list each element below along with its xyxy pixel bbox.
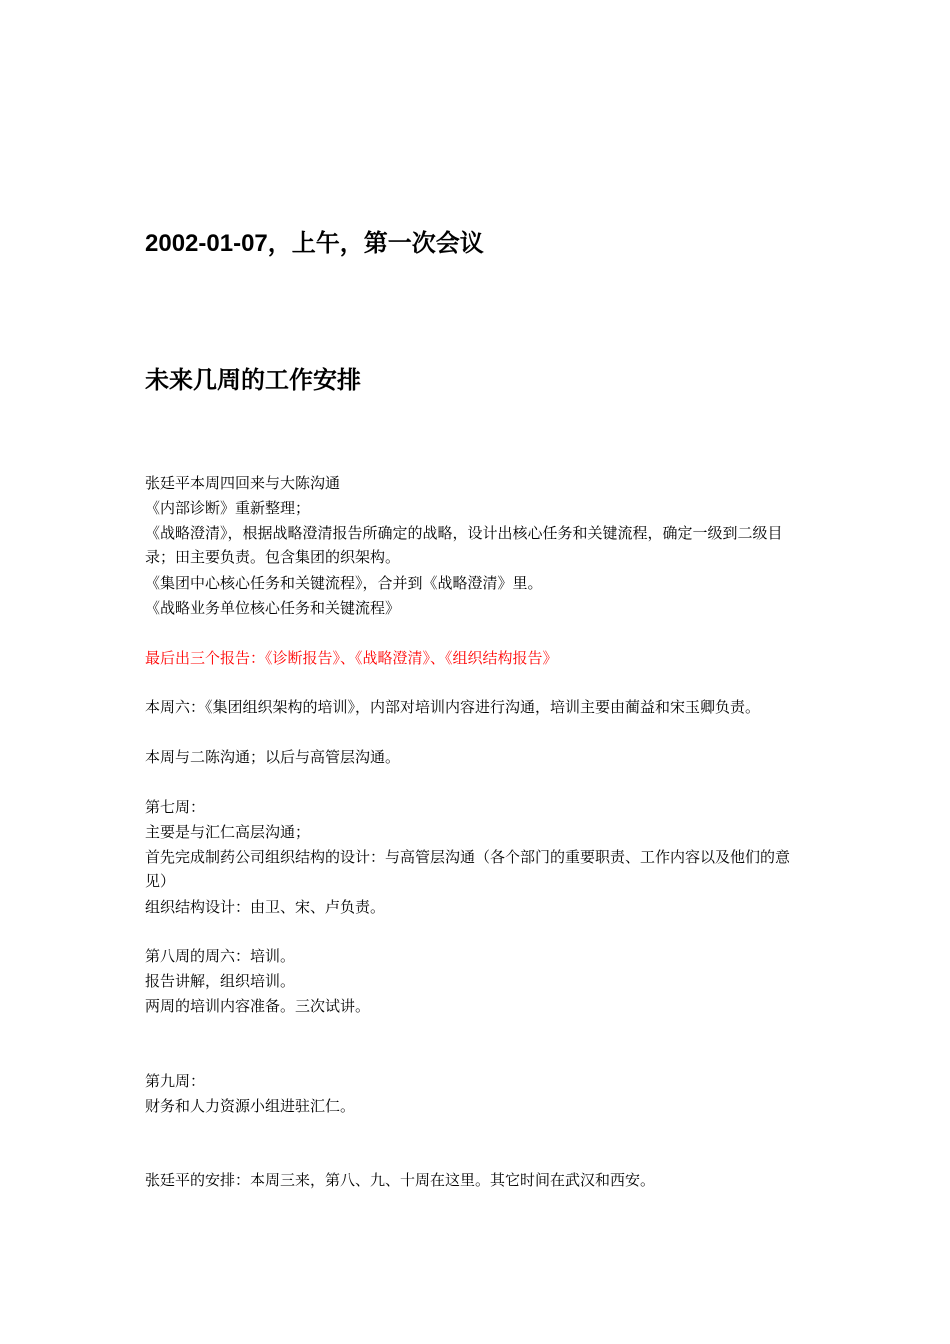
paragraph-line: 两周的培训内容准备。三次试讲。 [145,997,371,1015]
week-heading: 第八周的周六：培训。 [145,947,296,965]
paragraph-line: 本周六：《集团组织架构的培训》，内部对培训内容进行沟通，培训主要由蔺益和宋玉卿负责。 [145,698,761,716]
section-title: 未来几周的工作安排 [145,367,361,394]
paragraph-line: 首先完成制药公司组织结构的设计：与高管层沟通（各个部门的重要职责、工作内容以及他们的意见） [145,848,791,890]
paragraph-line: 《战略业务单位核心任务和关键流程》 [145,599,401,617]
paragraph-line: 《战略澄清》，根据战略澄清报告所确定的战略，设计出核心任务和关键流程，确定一级到二级目录；田主要负责。包含集团的织架构。 [145,524,783,566]
paragraph-line: 《集团中心核心任务和关键流程》，合并到《战略澄清》里。 [145,574,543,592]
meeting-title: 2002-01-07，上午，第一次会议 [145,230,484,257]
paragraph-line: 张廷平的安排：本周三来，第八、九、十周在这里。其它时间在武汉和西安。 [145,1171,656,1189]
paragraph-line: 组织结构设计：由卫、宋、卢负责。 [145,898,386,916]
highlighted-summary: 最后出三个报告：《诊断报告》、《战略澄清》、《组织结构报告》 [145,649,558,667]
paragraph-line: 报告讲解，组织培训。 [145,972,296,990]
week-heading: 第九周： [145,1072,206,1090]
paragraph-line: 财务和人力资源小组进驻汇仁。 [145,1097,356,1115]
paragraph-line: 《内部诊断》重新整理； [145,499,311,517]
paragraph-line: 主要是与汇仁高层沟通； [145,823,311,841]
paragraph-line: 张廷平本周四回来与大陈沟通 [145,474,341,492]
week-heading: 第七周： [145,798,206,816]
paragraph-line: 本周与二陈沟通；以后与高管层沟通。 [145,748,401,766]
